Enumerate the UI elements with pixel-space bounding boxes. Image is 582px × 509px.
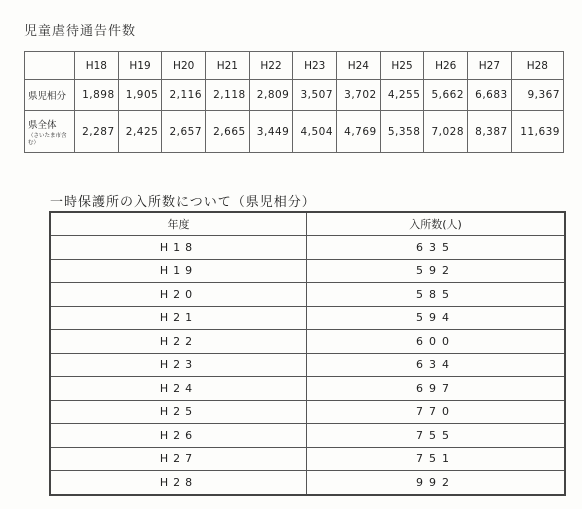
year-header: H28: [511, 52, 563, 80]
table-row: [50, 283, 565, 307]
table-row: [50, 400, 565, 424]
corner-cell: [25, 52, 75, 80]
table-row: [25, 80, 564, 111]
year-cell: H18: [50, 236, 307, 260]
value-cell: 2,809: [249, 80, 293, 111]
shelter-admissions-table: [49, 211, 566, 496]
year-cell: H26: [50, 424, 307, 448]
year-cell: H28: [50, 471, 307, 495]
row-label-text: 県全体: [28, 119, 57, 131]
count-cell: 634: [307, 353, 566, 377]
year-cell: H24: [50, 377, 307, 401]
count-cell: 585: [307, 283, 566, 307]
value-cell: 5,358: [380, 111, 424, 153]
row-label: [25, 111, 75, 153]
table-row: [50, 353, 565, 377]
year-header: H20: [162, 52, 206, 80]
table-header-row: [50, 212, 565, 236]
row-label-subtext: （さいたま市含む）: [28, 132, 67, 146]
value-cell: 1,905: [118, 80, 162, 111]
year-header: H27: [468, 52, 512, 80]
year-header: H21: [206, 52, 250, 80]
value-cell: 2,118: [206, 80, 250, 111]
value-cell: 5,662: [424, 80, 468, 111]
year-cell: H21: [50, 306, 307, 330]
value-cell: 4,504: [293, 111, 337, 153]
table-row: [50, 236, 565, 260]
table-row: [50, 447, 565, 471]
table-row: [50, 306, 565, 330]
year-cell: H27: [50, 447, 307, 471]
value-cell: 11,639: [511, 111, 563, 153]
year-header: H23: [293, 52, 337, 80]
value-cell: 2,425: [118, 111, 162, 153]
count-cell: 592: [307, 259, 566, 283]
table-row: [50, 330, 565, 354]
value-cell: 3,702: [337, 80, 381, 111]
value-cell: 2,665: [206, 111, 250, 153]
table-row: [50, 424, 565, 448]
value-cell: 4,769: [337, 111, 381, 153]
year-cell: H20: [50, 283, 307, 307]
year-header: H24: [337, 52, 381, 80]
year-cell: H23: [50, 353, 307, 377]
table-row: [50, 377, 565, 401]
row-label: [25, 80, 75, 111]
count-cell: 751: [307, 447, 566, 471]
count-cell: 992: [307, 471, 566, 495]
table-row: [50, 259, 565, 283]
row-label-text: 県児相分: [28, 91, 67, 102]
count-cell: 600: [307, 330, 566, 354]
year-cell: H22: [50, 330, 307, 354]
table-row: [50, 471, 565, 495]
value-cell: 2,657: [162, 111, 206, 153]
abuse-reports-table: [24, 51, 564, 153]
count-cell: 755: [307, 424, 566, 448]
value-cell: 9,367: [511, 80, 563, 111]
value-cell: 2,287: [75, 111, 119, 153]
year-header: H26: [424, 52, 468, 80]
value-cell: 7,028: [424, 111, 468, 153]
year-cell: H25: [50, 400, 307, 424]
value-cell: 3,507: [293, 80, 337, 111]
header-year: 年度: [50, 212, 307, 236]
header-count: 入所数(人): [307, 212, 566, 236]
count-cell: 697: [307, 377, 566, 401]
count-cell: 635: [307, 236, 566, 260]
value-cell: 1,898: [75, 80, 119, 111]
value-cell: 6,683: [468, 80, 512, 111]
count-cell: 594: [307, 306, 566, 330]
value-cell: 2,116: [162, 80, 206, 111]
table-header-row: [25, 52, 564, 80]
shelter-admissions-title: 一時保護所の入所数について（県児相分）: [50, 195, 316, 210]
value-cell: 8,387: [468, 111, 512, 153]
year-header: H22: [249, 52, 293, 80]
year-cell: H19: [50, 259, 307, 283]
table-row: [25, 111, 564, 153]
count-cell: 770: [307, 400, 566, 424]
year-header: H18: [75, 52, 119, 80]
year-header: H19: [118, 52, 162, 80]
year-header: H25: [380, 52, 424, 80]
value-cell: 3,449: [249, 111, 293, 153]
abuse-reports-title: 児童虐待通告件数: [24, 24, 137, 39]
value-cell: 4,255: [380, 80, 424, 111]
